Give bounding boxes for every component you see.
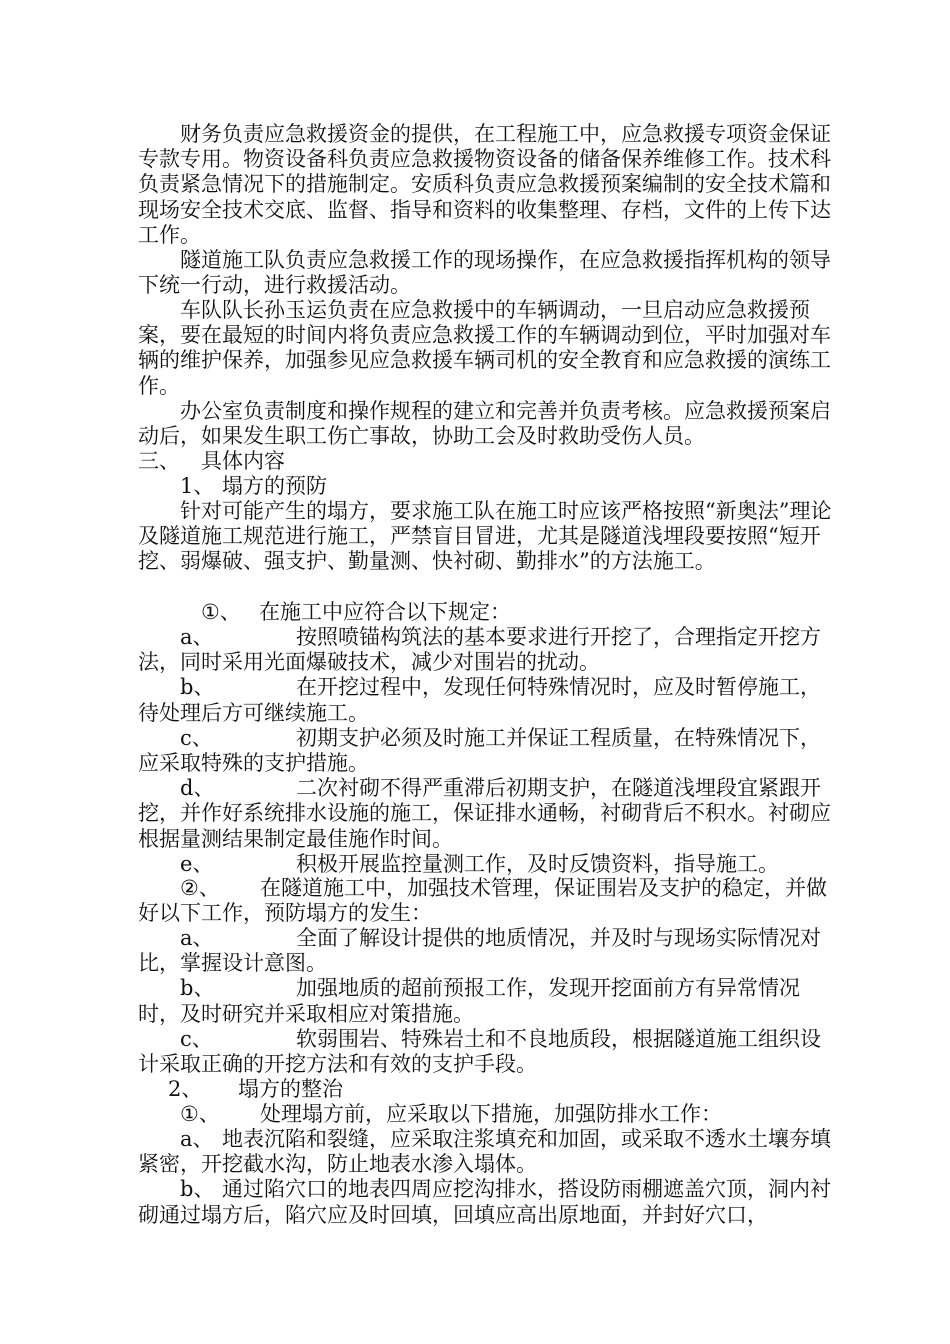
clause-number: ②、 (180, 876, 220, 900)
list-item: b、 在开挖过程中，发现任何特殊情况时，应及时暂停施工，待处理后方可继续施工。 (138, 675, 821, 725)
subsection-title: 塌方的预防 (222, 474, 327, 498)
list-item: b、 加强地质的超前预报工作，发现开挖面前方有异常情况时，及时研究并采取相应对策措施。 (138, 976, 800, 1026)
clause-text: 在施工中应符合以下规定： (259, 600, 511, 624)
clause-number: ①、 (180, 1102, 220, 1126)
subsection-heading-2 (138, 1077, 838, 1102)
clause-1-heading (138, 600, 838, 625)
paragraph-office: 办公室负责制度和操作规程的建立和完善并负责考核。应急救援预案启动后，如果发生职工伤亡事故，协助工会及时救助受伤人员。 (138, 399, 831, 449)
subsection-title: 塌方的整治 (238, 1077, 343, 1101)
paragraph-vehicle-team: 车队队长孙玉运负责在应急救援中的车辆调动，一旦启动应急救援预案，要在最短的时间内将负责应急救援工作的车辆调动到位，平时加强对车辆的维护保养，加强参见应急救援车辆司机的安全教育和应急救援的演练工作。 (138, 298, 831, 398)
list-item: b、 通过陷穴口的地表四周应挖沟排水，搭设防雨棚遮盖穴顶，洞内衬砌通过塌方后，陷穴应及时回填，回填应高出原地面，并封好穴口， (138, 1177, 831, 1227)
clause-3-list (138, 1127, 838, 1228)
list-item: a、 全面了解设计提供的地质情况，并及时与现场实际情况对比，掌握设计意图。 (138, 926, 821, 976)
clause-number: ①、 (201, 600, 241, 624)
clause-text: 在隧道施工中，加强技术管理，保证围岩及支护的稳定，并做好以下工作，预防塌方的发生： (138, 876, 827, 926)
subsection-number: 1、 (180, 474, 215, 498)
section-heading-3 (138, 449, 838, 474)
section-number: 三、 (138, 449, 180, 473)
clause-3-heading (138, 1102, 838, 1127)
paragraph-finance: 财务负责应急救援资金的提供，在工程施工中，应急救援专项资金保证专款专用。物资设备科负责应急救援物资设备的储备保养维修工作。技术科负责紧急情况下的措施制定。安质科负责应急救援预案编制的安全技术篇和现场安全技术交底、监督、指导和资料的收集整理、存档，文件的上传下达工作。 (138, 122, 831, 247)
list-item: a、 地表沉陷和裂缝，应采取注浆填充和加固，或采取不透水土壤夯填紧密，开挖截水沟，防止地表水渗入塌体。 (138, 1127, 831, 1177)
clause-2-list (138, 926, 838, 1077)
clause-2-heading (138, 876, 838, 926)
paragraph-tunnel-team: 隧道施工队负责应急救援工作的现场操作，在应急救援指挥机构的领导下统一行动，进行救援活动。 (138, 248, 831, 298)
list-item: a、 按照喷锚构筑法的基本要求进行开挖了，合理指定开挖方法，同时采用光面爆破技术，减少对围岩的扰动。 (138, 625, 821, 675)
clause-text: 处理塌方前，应采取以下措施，加强防排水工作： (260, 1102, 722, 1126)
list-item: d、 二次衬砌不得严重滞后初期支护，在隧道浅埋段宜紧跟开挖，并作好系统排水设施的施工，保证排水通畅，衬砌背后不积水。衬砌应根据量测结果制定最佳施作时间。 (138, 776, 831, 851)
subsection-number: 2、 (168, 1077, 203, 1101)
list-item: c、 软弱围岩、特殊岩土和不良地质段，根据隧道施工组织设计采取正确的开挖方法和有效的支护手段。 (138, 1026, 821, 1077)
clause-1-list (138, 625, 838, 877)
list-item: e、 积极开展监控量测工作，及时反馈资料，指导施工。 (180, 851, 779, 876)
paragraph-collapse-prevention: 针对可能产生的塌方，要求施工队在施工时应该严格按照“新奥法”理论及隧道施工规范进行施工，严禁盲目冒进，尤其是隧道浅埋段要按照“短开挖、弱爆破、强支护、勤量测、快衬砌、勤排水”的方法施工。 (138, 499, 832, 574)
list-item: c、 初期支护必须及时施工并保证工程质量，在特殊情况下，应采取特殊的支护措施。 (138, 725, 821, 776)
section-title: 具体内容 (201, 449, 285, 473)
subsection-heading-1 (138, 474, 838, 499)
